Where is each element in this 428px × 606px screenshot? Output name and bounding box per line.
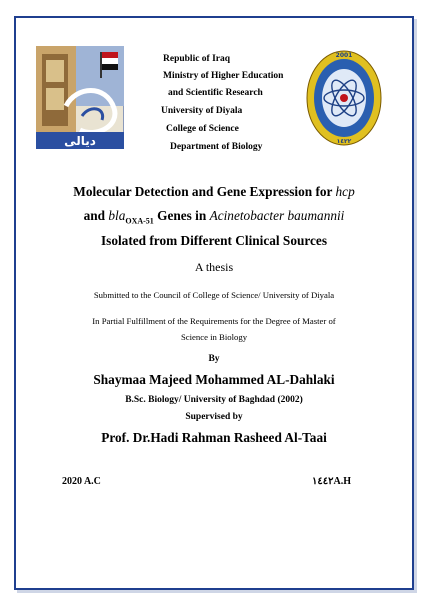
species-name: Acinetobacter baumannii — [209, 208, 345, 223]
logo-left-arabic-text: ديالى — [64, 134, 96, 148]
header-university: University of Diyala — [161, 106, 243, 116]
date-ah-suffix: A.H — [333, 476, 351, 487]
author-degree: B.Sc. Biology/ University of Baghdad (2002) — [125, 395, 303, 405]
gene-hcp: hcp — [335, 184, 355, 199]
thesis-title-line-1: Molecular Detection and Gene Expression for hcp — [73, 184, 355, 199]
by-label: By — [208, 354, 220, 364]
seal-year-top: 2001 — [335, 52, 353, 59]
header-college: College of Science — [166, 124, 239, 134]
author-name: Shaymaa Majeed Mohammed AL-Dahlaki — [93, 372, 335, 387]
university-of-diyala-logo — [36, 46, 124, 149]
header-republic: Republic of Iraq — [163, 54, 231, 64]
date-ah-number: ١٤٤٢ — [312, 476, 334, 487]
supervisor-name: Prof. Dr.Hadi Rahman Rasheed Al-Taai — [101, 430, 327, 445]
header-department: Department of Biology — [170, 142, 263, 152]
thesis-title-line-3: Isolated from Different Clinical Sources — [100, 233, 328, 248]
date-ac: 2020 A.C — [62, 476, 101, 487]
college-of-science-seal — [306, 50, 382, 146]
date-ah — [312, 476, 351, 487]
header-ministry: Ministry of Higher Education — [163, 71, 284, 81]
header-research: and Scientific Research — [168, 88, 263, 98]
fulfillment-line-2: Science in Biology — [180, 332, 248, 342]
thesis-title-line-2: and bla$_{OXA-51}$ Genes in Acinetobacter baumannii — [83, 208, 345, 226]
thesis-label: A thesis — [194, 260, 234, 274]
submitted-to: Submitted to the Council of College of Science/ University of Diyala — [93, 290, 335, 300]
seal-year-bottom: ١٤٢٢ — [336, 138, 352, 145]
gene-bla-subscript: OXA-51 — [125, 216, 154, 226]
fulfillment-line-1: In Partial Fulfillment of the Requirements for the Degree of Master of — [92, 316, 336, 326]
gene-bla: bla — [108, 208, 126, 223]
supervised-by-label: Supervised by — [185, 412, 243, 422]
